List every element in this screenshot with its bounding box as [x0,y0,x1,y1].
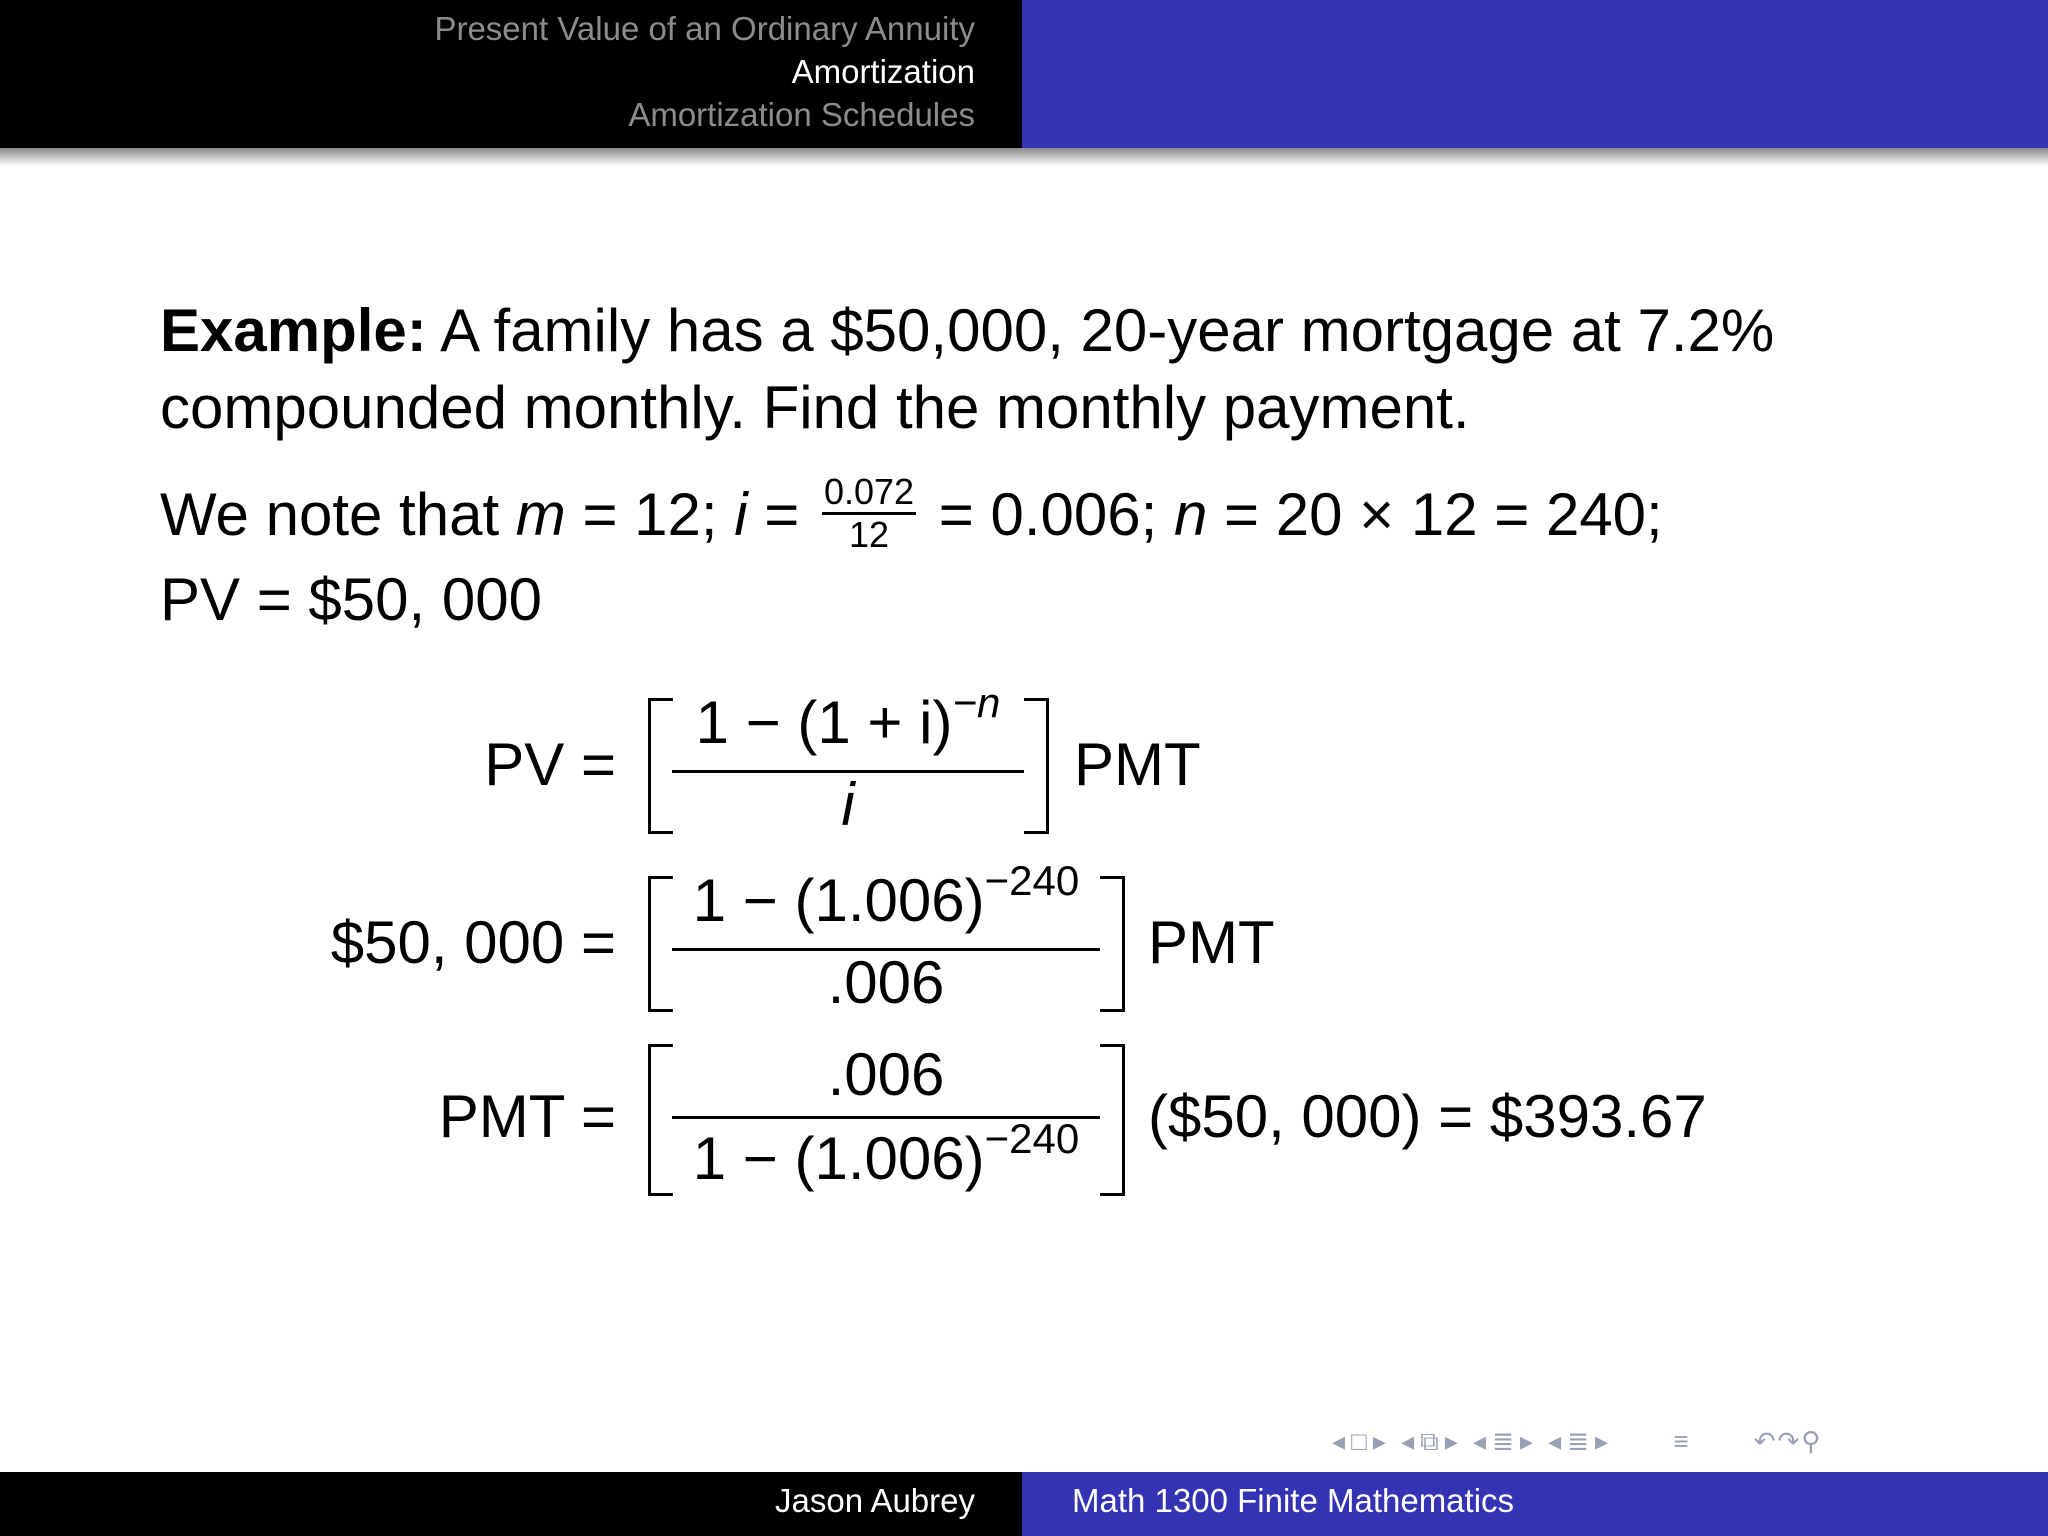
var-n: n [1173,481,1208,548]
nav-next-frame-icon[interactable]: ▸ [1372,1426,1388,1456]
note-paragraph [160,470,1663,638]
i-value: = 0.006; [938,481,1158,548]
nav-search-icon[interactable]: ↶↷⚲ [1753,1426,1823,1456]
example-text: A family has a $50,000, 20-year mortgage at 7.2% [440,297,1775,364]
navigation-symbols [1332,1426,1826,1458]
nav-frame-icon[interactable]: □ [1351,1426,1369,1456]
nav-prev-section-icon[interactable]: ◂ [1548,1426,1564,1456]
fraction-denominator: .006 [827,949,945,1016]
rate-numerator: 0.072 [822,472,916,515]
nav-subsection-icon[interactable]: ≣ [1492,1426,1516,1456]
equation-substitution [0,857,2048,1016]
nav-prev-subsection-icon[interactable]: ◂ [1473,1426,1489,1456]
rate-fraction [822,472,916,555]
left-bracket [648,698,673,834]
fraction-denominator: i [841,771,855,838]
equation-rhs: ($50, 000) = $393.67 [1148,1083,1707,1150]
section-link-amortization[interactable]: Amortization [791,53,975,90]
var-i: i [734,481,748,548]
equation-lhs: $50, 000 = [330,909,616,976]
footer-course-title: Math 1300 Finite Mathematics [1072,1482,1515,1519]
equation-rhs: PMT [1074,731,1201,798]
nav-prev-slide-icon[interactable]: ◂ [1401,1426,1417,1456]
section-link-present-value[interactable]: Present Value of an Ordinary Annuity [434,10,975,47]
section-link-amortization-schedules[interactable]: Amortization Schedules [628,96,975,133]
equation-rhs: PMT [1148,909,1275,976]
nav-next-section-icon[interactable]: ▸ [1595,1426,1611,1456]
i-equals: = [764,481,800,548]
header-shadow [0,148,2048,166]
fraction-numerator: $1 - (1 + i)^{-n}$ [695,679,1001,756]
equation-lhs: PV = [484,731,616,798]
rate-denominator: 12 [849,513,890,555]
right-bracket [1024,698,1049,834]
right-bracket [1100,1044,1125,1196]
m-value: = 12; [582,481,718,548]
fraction-numerator: $1 - (1.006)^{-240}$ [692,857,1080,934]
left-bracket [648,1044,673,1196]
equation-payment-result [0,1040,2048,1190]
right-bracket [1100,876,1125,1012]
nav-next-subsection-icon[interactable]: ▸ [1519,1426,1535,1456]
note-prefix: We note that [160,481,500,548]
nav-next-slide-icon[interactable]: ▸ [1444,1426,1460,1456]
example-text-line2: compounded monthly. Find the monthly payment. [160,374,1470,441]
example-paragraph [160,292,1774,446]
fraction-denominator: $1 - (1.006)^{-240}$ [692,1115,1080,1192]
nav-align-icon[interactable]: ≡ [1673,1426,1691,1456]
footer-author: Jason Aubrey [775,1482,975,1519]
header-bar [0,0,2048,148]
fraction-numerator: .006 [827,1041,945,1108]
nav-section-icon[interactable]: ≣ [1567,1426,1592,1456]
n-value: = 20 × 12 = 240; [1224,481,1663,548]
example-label: Example: [160,297,427,364]
nav-prev-frame-icon[interactable]: ◂ [1332,1426,1348,1456]
pv-given: PV = $50, 000 [160,565,542,633]
nav-slide-icon[interactable]: ⧉ [1420,1426,1441,1456]
equation-pv-formula [0,679,2048,838]
equation-lhs: PMT = [438,1083,616,1150]
left-bracket [648,876,673,1012]
var-m: m [515,481,566,548]
header-right-panel [1022,0,2048,148]
